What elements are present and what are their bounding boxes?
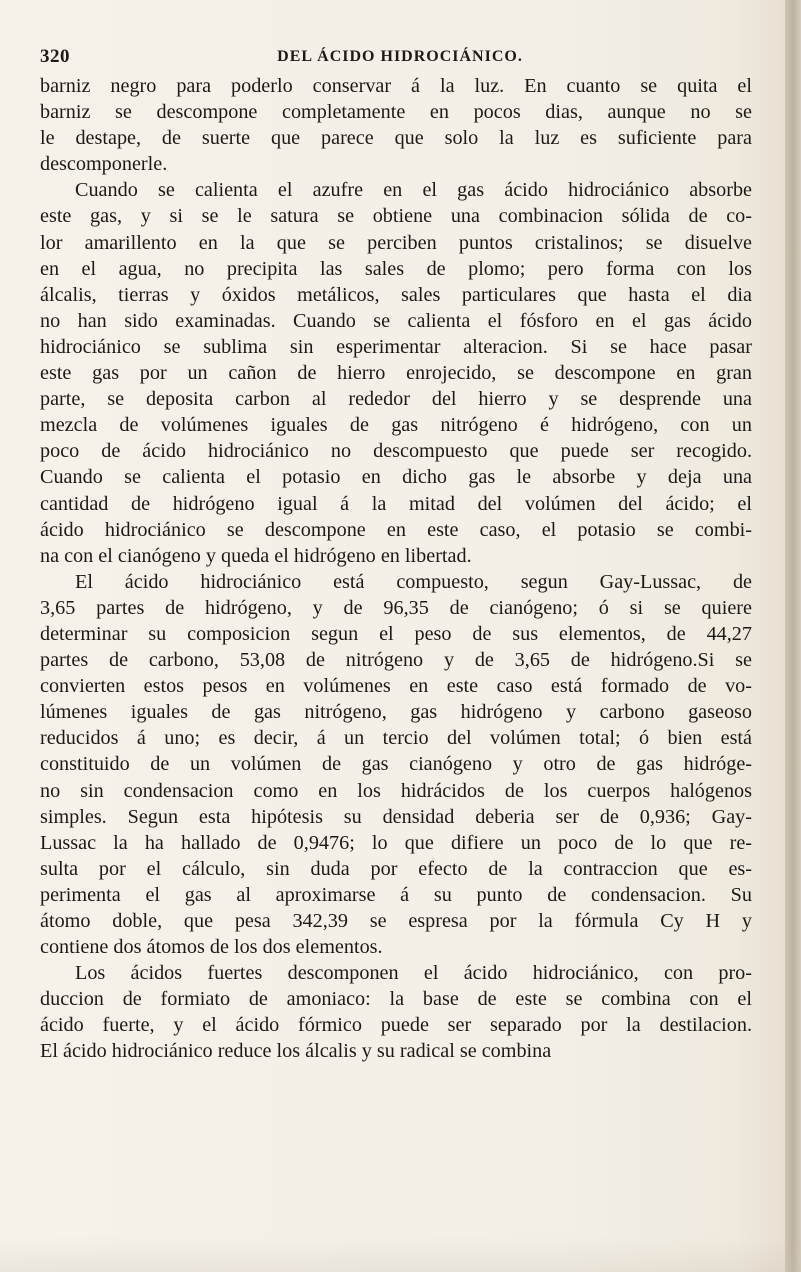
text-line: sulta por el cálculo, sin duda por efecto de la contraccion que es- xyxy=(40,857,752,880)
text-line: El ácido hidrociánico reduce los álcalis y su radical se combina xyxy=(40,1040,552,1063)
text-line: cantidad de hidrógeno igual á la mitad del volúmen del ácido; el xyxy=(40,492,752,515)
text-line: 3,65 partes de hidrógeno, y de 96,35 de cianógeno; ó si se quiere xyxy=(40,596,752,619)
text-line: simples. Segun esta hipótesis su densidad deberia ser de 0,936; Gay- xyxy=(40,805,752,828)
paragraph xyxy=(40,73,752,177)
text-line: le destape, de suerte que parece que solo la luz es suficiente para xyxy=(40,127,752,150)
text-line: Cuando se calienta el potasio en dicho gas le absorbe y deja una xyxy=(40,466,752,489)
body-text xyxy=(40,73,752,1065)
text-line: lor amarillento en la que se perciben puntos cristalinos; se disuelve xyxy=(40,231,752,254)
text-line: Los ácidos fuertes descomponen el ácido hidrociánico, con pro- xyxy=(75,962,752,985)
text-line: barniz se descompone completamente en pocos dias, aunque no se xyxy=(40,101,752,124)
text-line: átomo doble, que pesa 342,39 se espresa por la fórmula Cy H y xyxy=(40,910,752,932)
book-spine-edge xyxy=(785,0,801,1272)
text-line: El ácido hidrociánico está compuesto, segun Gay-Lussac, de xyxy=(75,570,752,593)
page-header xyxy=(40,46,760,72)
text-line: barniz negro para poderlo conservar á la luz. En cuanto se quita el xyxy=(40,75,752,97)
text-line: ácido fuerte, y el ácido fórmico puede ser separado por la destilacion. xyxy=(40,1014,752,1037)
text-line: contiene dos átomos de los dos elementos. xyxy=(40,936,383,959)
text-line: en el agua, no precipita las sales de plomo; pero forma con los xyxy=(40,257,752,280)
page-number: 320 xyxy=(40,46,70,67)
text-line: este gas por un cañon de hierro enrojecido, se descompone en gran xyxy=(40,362,752,385)
text-line: perimenta el gas al aproximarse á su punto de condensacion. Su xyxy=(40,883,752,906)
text-line: mezcla de volúmenes iguales de gas nitrógeno é hidrógeno, con un xyxy=(40,414,752,437)
text-line: na con el cianógeno y queda el hidrógeno en libertad. xyxy=(40,544,472,567)
text-line: partes de carbono, 53,08 de nitrógeno y de 3,65 de hidrógeno.Si se xyxy=(40,649,752,672)
text-line: poco de ácido hidrociánico no descompuesto que puede ser recogido. xyxy=(40,440,752,463)
text-line: este gas, y si se le satura se obtiene una combinacion sólida de co- xyxy=(40,205,752,228)
text-line: reducidos á uno; es decir, á un tercio del volúmen total; ó bien está xyxy=(40,727,752,750)
paragraph xyxy=(40,569,752,960)
text-line: lúmenes iguales de gas nitrógeno, gas hidrógeno y carbono gaseoso xyxy=(40,701,752,724)
paragraph xyxy=(40,177,752,568)
text-line: Cuando se calienta el azufre en el gas ácido hidrociánico absorbe xyxy=(75,179,752,202)
text-line: descomponerle. xyxy=(40,153,168,176)
text-line: hidrociánico se sublima sin esperimentar alteracion. Si se hace pasar xyxy=(40,335,752,358)
paragraph xyxy=(40,960,752,1064)
text-line: no han sido examinadas. Cuando se calienta el fósforo en el gas ácido xyxy=(40,309,752,332)
text-line: duccion de formiato de amoniaco: la base de este se combina con el xyxy=(40,988,752,1011)
page-shadow xyxy=(0,1236,801,1272)
text-line: Lussac la ha hallado de 0,9476; lo que difiere un poco de lo que re- xyxy=(40,831,752,854)
text-line: constituido de un volúmen de gas cianógeno y otro de gas hidróge- xyxy=(40,753,752,776)
text-line: parte, se deposita carbon al rededor del hierro y se desprende una xyxy=(40,388,752,411)
text-line: no sin condensacion como en los hidrácidos de los cuerpos halógenos xyxy=(40,779,752,802)
text-line: álcalis, tierras y óxidos metálicos, sales particulares que hasta el dia xyxy=(40,283,752,306)
text-line: determinar su composicion segun el peso de sus elementos, de 44,27 xyxy=(40,622,752,645)
text-line: ácido hidrociánico se descompone en este caso, el potasio se combi- xyxy=(40,518,752,541)
running-head: DEL ÁCIDO HIDROCIÁNICO. xyxy=(277,48,523,65)
text-line: convierten estos pesos en volúmenes en este caso está formado de vo- xyxy=(40,675,752,698)
